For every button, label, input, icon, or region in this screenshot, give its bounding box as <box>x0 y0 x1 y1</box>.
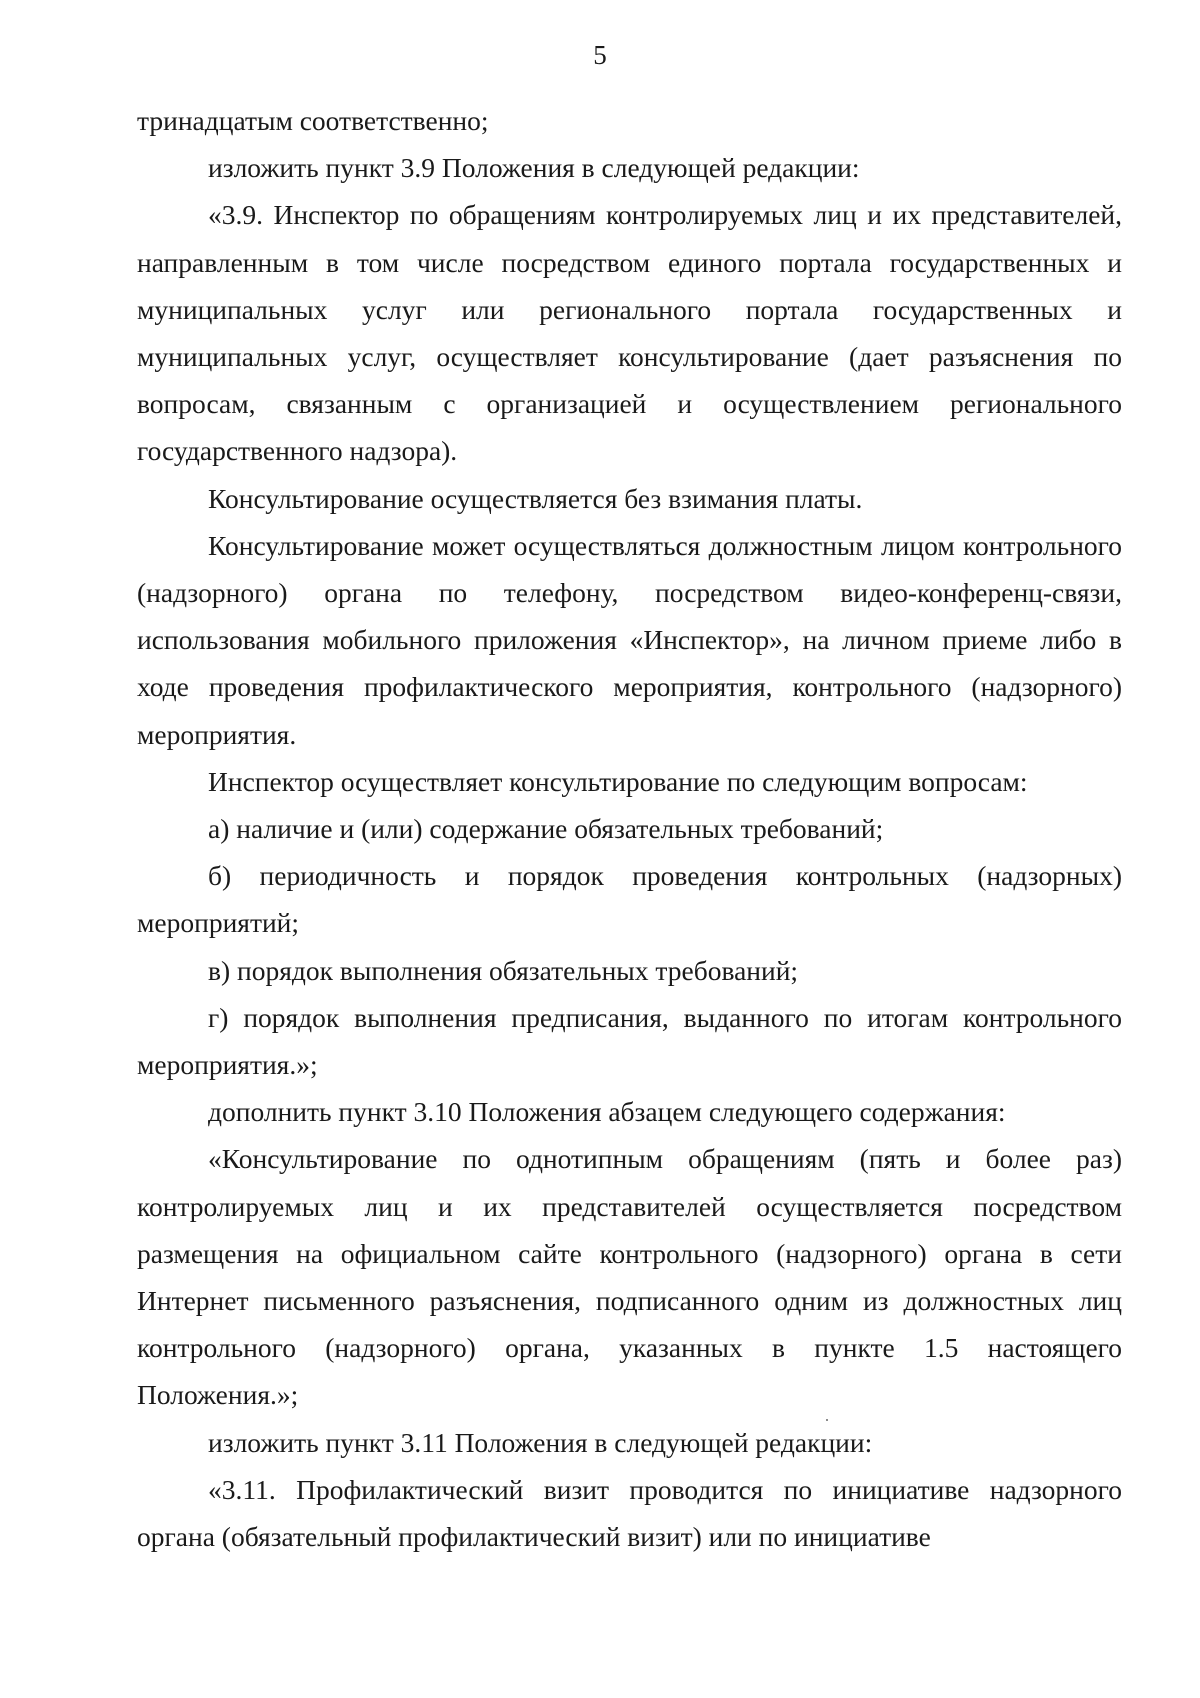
paragraph-clause-3-10-addition: «Консультирование по однотипным обращениям (пять и более раз) контролируемых лиц и их представителей осуществляется посредством размещения на официальном сайте контрольного (надзорного) органа в сети Интернет письменного разъяснения, подписанного одним из должностных лиц контрольного (надзорного) органа, указанных в пункте 1.5 настоящего Положения.»; <box>137 1143 1122 1411</box>
page-number: 5 <box>593 40 607 70</box>
scan-speck <box>826 1419 828 1421</box>
list-item-b: б) периодичность и порядок проведения контрольных (надзорных) мероприятий; <box>137 860 1122 939</box>
paragraph-continuation: тринадцатым соответственно; <box>137 105 489 136</box>
paragraph-amendment-3-9: изложить пункт 3.9 Положения в следующей редакции: <box>208 152 860 184</box>
list-item-g: г) порядок выполнения предписания, выданного по итогам контрольного мероприятия.»; <box>137 1001 1122 1081</box>
list-item-v: в) порядок выполнения обязательных требований; <box>208 954 799 986</box>
paragraph-amendment-3-11: изложить пункт 3.11 Положения в следующей редакции: <box>208 1426 873 1458</box>
paragraph-consultation-topics: Инспектор осуществляет консультирование по следующим вопросам: <box>208 765 1028 797</box>
paragraph-clause-3-11: «3.11. Профилактический визит проводится по инициативе надзорного органа (обязательный профилактический визит) или по инициативе <box>137 1473 1122 1553</box>
list-item-a: а) наличие и (или) содержание обязательных требований; <box>208 813 884 845</box>
paragraph-consultation-methods: Консультирование может осуществляться должностным лицом контрольного (надзорного) органа по телефону, посредством видео-конференц-связи, использования мобильного приложения «Инспектор», на личном приеме либо в ходе проведения профилактического мероприятия, контрольного (надзорного) мероприятия. <box>137 529 1122 750</box>
paragraph-free-consultation: Консультирование осуществляется без взимания платы. <box>208 482 863 514</box>
paragraph-clause-3-9: «3.9. Инспектор по обращениям контролируемых лиц и их представителей, направленным в том числе посредством единого портала государственных и муниципальных услуг или регионального портала государственных и муниципальных услуг, осуществляет консультирование (дает разъяснения по вопросам, связанным с организацией и осуществлением регионального государственного надзора). <box>137 199 1122 467</box>
document-body <box>137 97 1122 1560</box>
paragraph-amendment-3-10: дополнить пункт 3.10 Положения абзацем следующего содержания: <box>208 1096 1006 1128</box>
